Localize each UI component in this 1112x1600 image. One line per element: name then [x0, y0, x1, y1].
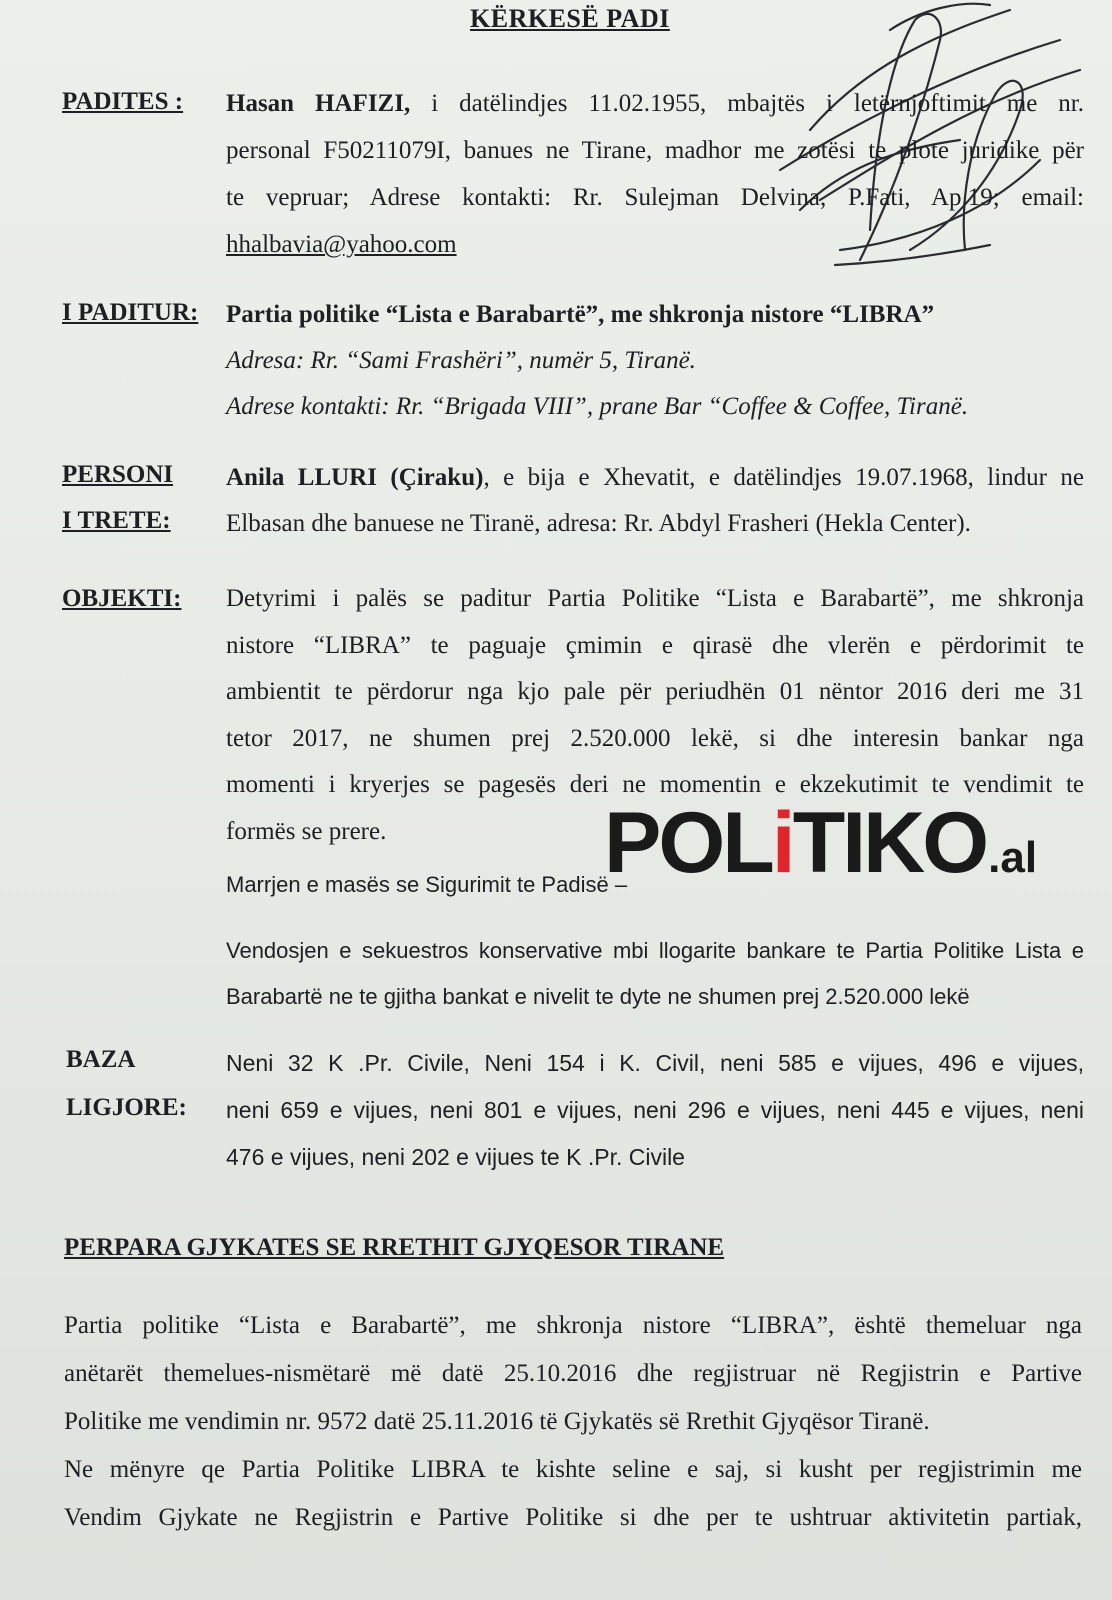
objekti-line: formës se prere.: [226, 817, 387, 845]
i-paditur-block: [226, 292, 1084, 430]
body-line: Vendim Gjykate ne Regjistrin e Partive Politike si dhe per te ushtruar aktivitetin partiak,: [64, 1504, 1082, 1531]
padites-label: PADITES :: [62, 88, 184, 115]
body-line: Politike me vendimin nr. 9572 datë 25.11.2016 të Gjykatës së Rrethit Gjyqësor Tiranë.: [64, 1408, 930, 1435]
document-title: KËRKESË PADI: [470, 4, 670, 33]
i-paditur-name: Partia politike “Lista e Barabartë”, me shkronja nistore “LIBRA”: [226, 301, 935, 328]
personi-line-2: Elbasan dhe banuese ne Tiranë, adresa: Rr. Abdyl Frasheri (Hekla Center).: [226, 510, 971, 537]
personi-label: PERSONI: [62, 461, 174, 488]
i-paditur-contact: Adrese kontakti: Rr. “Brigada VIII”, prane Bar “Coffee & Coffee, Tiranë.: [226, 393, 969, 420]
padites-line-1: Hasan HAFIZI, i datëlindjes 11.02.1955, mbajtës i letërnjoftimit me nr.: [226, 90, 1085, 117]
objekti-line: momenti i kryerjes se pagesës deri ne momentin e ekzekutimit te vendimit te: [226, 771, 1084, 798]
personi-line-1: Anila LLURI (Çiraku), e bija e Xhevatit, e datëlindjes 19.07.1968, lindur ne: [226, 464, 1084, 491]
objekti-label: OBJEKTI:: [62, 585, 182, 612]
email-link[interactable]: hhalbavia@yahoo.com: [226, 231, 457, 258]
politiko-watermark-logo: POLiTIKO.al: [604, 795, 1038, 891]
i-paditur-label: I PADITUR:: [62, 299, 199, 326]
objekti-line: ambientit te përdorur nga kjo pale për periudhën 01 nëntor 2016 deri me 31: [226, 678, 1084, 705]
i-paditur-address: Adresa: Rr. “Sami Frashëri”, numër 5, Tiranë.: [226, 347, 696, 374]
objekti-line: tetor 2017, ne shumen prej 2.520.000 lekë, si dhe interesin bankar nga: [226, 724, 1084, 752]
objekti-measure: Marrjen e masës se Sigurimit te Padisë –: [226, 872, 628, 897]
baza-label: BAZA: [66, 1046, 136, 1073]
ligjore-label: LIGJORE:: [66, 1094, 187, 1121]
padites-block: [226, 80, 1084, 268]
objekti-line: Detyrimi i palës se paditur Partia Politike “Lista e Barabartë”, me shkronja: [226, 585, 1084, 612]
padites-line-3: te vepruar; Adrese kontakti: Rr. Sulejman Delvina, P.Fati, Ap.19; email:: [226, 184, 1084, 211]
body-line: Partia politike “Lista e Barabartë”, me shkronja nistore “LIBRA”, është themeluar nga: [64, 1312, 1082, 1339]
objekti-sequestration: Vendosjen e sekuestros konservative mbi llogarite bankare te Partia Politike Lista e Barabartë ne te gjitha bankat e nivelit te dyte ne shumen prej 2.520.000 lekë: [226, 938, 1084, 1009]
baza-block: Neni 32 K .Pr. Civile, Neni 154 i K. Civil, neni 585 e vijues, 496 e vijues, neni 659 e vijues, neni 801 e vijues, neni 296 e vijues, neni 445 e vijues, neni 476 e vijues, neni 202 e vijues te K .Pr. Civile: [226, 1050, 1084, 1170]
i-trete-label: I TRETE:: [62, 507, 171, 534]
logo-i-mark: i: [771, 795, 793, 891]
personi-trete-block: [226, 455, 1084, 547]
body-paragraph: [64, 1302, 1082, 1542]
padites-line-2: personal F50211079I, banues ne Tirane, madhor me zotësi te plote juridike për: [226, 137, 1084, 164]
court-heading: PERPARA GJYKATES SE RRETHIT GJYQESOR TIRANE: [64, 1234, 725, 1261]
objekti-line: nistore “LIBRA” te paguaje çmimin e qirasë dhe vlerën e përdorimit te: [226, 631, 1084, 659]
body-line: anëtarët themelues-nismëtarë më datë 25.10.2016 dhe regjistruar në Regjistrin e Partive: [64, 1360, 1082, 1387]
body-line: Ne mënyre qe Partia Politike LIBRA te kishte seline e saj, si kusht per regjistrimin me: [64, 1456, 1082, 1483]
